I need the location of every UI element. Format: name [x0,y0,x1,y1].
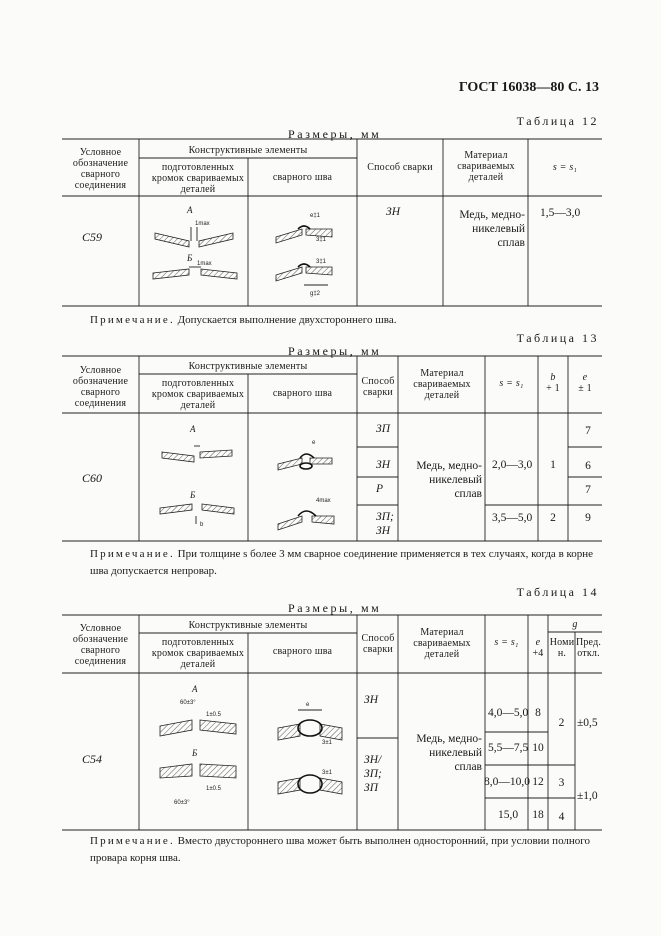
t13-s-1: 3,5—5,0 [492,512,533,524]
t12-note [90,312,396,329]
t14-material: Медь, медно-никелевый сплав [416,733,482,773]
svg-text:1±0.5: 1±0.5 [206,712,221,718]
t14-e-2: 12 [532,776,544,788]
table-13-caption: Таблица 13 [516,331,599,345]
svg-text:3‡1: 3‡1 [316,237,327,243]
t13-sposob-1: ЗН [376,459,390,471]
t14-col-material: Материал свариваемых деталей [413,627,471,660]
svg-text:60±3°: 60±3° [180,700,196,706]
t12-s: 1,5—3,0 [540,207,581,219]
t13-e-2: 7 [585,484,591,496]
t13-col-s: s = s₁ [499,378,524,389]
t14-note-label: Примечание. [90,835,175,847]
t12-col-s: s = s₁ [552,162,578,173]
t14-nom-2: 4 [558,811,565,823]
t12-note-label: Примечание. [90,314,175,326]
t14-col-nom: Номин. [549,637,575,659]
t13-sposob-0: ЗП [376,423,390,435]
t12-sposob: ЗН [386,206,400,218]
t14-nom-1: 3 [558,777,565,789]
t12-col-konstr: Конструктивные элементы [188,145,308,156]
t13-code: С60 [81,471,102,485]
t13-col-kromok: подготовленных кромок свариваемых деталей [151,378,245,411]
t14-code: С54 [81,752,102,766]
t14-s-3: 15,0 [498,809,519,821]
t14-label-a: А [192,684,198,694]
table-13-units: Размеры, мм [288,344,382,358]
t13-b-0: 1 [550,459,556,471]
t14-s-1: 5,5—7,5 [488,742,529,754]
t14-pred-1: ±1,0 [577,790,598,802]
t14-col-kromok: подготовленных кромок свариваемых деталей [151,637,245,670]
t12-label-a: А [187,205,193,215]
t14-note-text: Вместо двустороннего шва может быть выполнен односторонний, при условии полного провара корня шва. [90,835,591,864]
t13-e-1: 6 [585,460,591,472]
table-14-units: Размеры, мм [288,601,382,615]
t14-col-sposob: Способ сварки [361,633,395,655]
svg-text:3‡1: 3‡1 [316,259,327,265]
svg-text:3±1: 3±1 [322,770,332,776]
table-14-caption: Таблица 14 [516,585,599,599]
t14-note [90,833,602,867]
t13-note-text: При толщине s более 3 мм сварное соединение применяется в тех случаях, когда в корне шва допускается непровар. [90,548,594,577]
t13-label-a: А [190,424,196,434]
t13-col-sposob: Способ сварки [361,376,395,398]
t13-sposob-3: ЗП; ЗН [376,511,394,537]
t14-col-e-tol: +4 [532,648,544,659]
t14-nom-0: 2 [558,717,565,729]
svg-text:e: e [312,440,316,446]
t13-col-material: Материал свариваемых деталей [413,368,471,401]
t14-sposob-1: ЗН/ЗП; ЗП [364,754,382,794]
t13-col-e-tol: ± 1 [578,383,592,394]
t14-s-0: 4,0—5,0 [488,707,529,719]
t12-col-sposob: Способ сварки [367,162,433,173]
t13-col-b: b [550,372,556,383]
t14-s-2: 8,0—10,0 [484,776,530,788]
t13-material: Медь, медно-никелевый сплав [416,460,482,500]
t13-col-b-tol: + 1 [546,383,560,394]
t12-label-b: Б [187,253,193,263]
svg-text:g‡2: g‡2 [310,291,321,297]
t12-col-shva: сварного шва [272,172,333,183]
t13-col-konstr: Конструктивные элементы [188,361,308,372]
t14-col-konstr: Конструктивные элементы [188,620,308,631]
t13-edge-drawing [150,420,246,538]
t12-edge-drawing [145,203,245,303]
svg-text:e‡1: e‡1 [310,213,321,219]
svg-text:1max: 1max [195,221,210,227]
t13-s-0: 2,0—3,0 [492,459,533,471]
svg-text:3±1: 3±1 [322,740,332,746]
t14-col-e: e [535,637,541,648]
svg-text:1±0.5: 1±0.5 [206,786,221,792]
svg-text:b: b [200,522,204,528]
svg-text:e: e [306,702,310,708]
t13-col-e: e [582,372,588,383]
t14-pred-0: ±0,5 [577,717,598,729]
t14-label-b: Б [192,748,198,758]
t14-sposob-0: ЗН [364,694,378,706]
t13-weld-drawing [270,420,350,538]
t14-col-shva: сварного шва [272,646,333,657]
t12-code: С59 [81,230,102,244]
t13-col-shva: сварного шва [272,388,333,399]
svg-text:60±3°: 60±3° [174,800,190,806]
t14-e-3: 18 [532,809,544,821]
t14-col-s: s = s₁ [494,637,519,648]
t12-note-text: Допускается выполнение двухстороннего шва. [174,314,397,326]
t12-col-kromok: подготовленных кромок свариваемых деталей [151,162,245,195]
table-12-caption: Таблица 12 [516,114,599,128]
t14-e-0: 8 [535,707,541,719]
table-12-units: Размеры, мм [288,127,382,141]
t14-weld-drawing [270,684,350,824]
t12-col-uslovnoe: Условное обозначение сварного соединения [72,147,129,191]
svg-text:1max: 1max [197,261,212,267]
svg-text:4max: 4max [316,498,331,504]
page-header: ГОСТ 16038—80 С. 13 [458,80,599,95]
t13-sposob-2: Р [376,483,384,495]
t12-weld-drawing [268,203,348,303]
t12-col-material: Материал свариваемых деталей [457,150,515,183]
t13-e-3: 9 [585,512,591,524]
t14-edge-drawing [150,680,246,826]
t14-e-1: 10 [532,742,544,754]
t14-col-uslovnoe: Условное обозначение сварного соединения [72,623,129,667]
t14-col-pred: Пред. откл. [575,637,602,659]
t14-col-g: g [572,619,578,630]
t13-note [90,546,602,580]
t13-b-1: 2 [550,512,556,524]
t12-material: Медь, медно-никелевый сплав [459,209,525,249]
t13-label-b: Б [190,490,196,500]
t13-note-label: Примечание. [90,548,175,560]
t13-col-uslovnoe: Условное обозначение сварного соединения [72,365,129,409]
t13-e-0: 7 [585,425,591,437]
